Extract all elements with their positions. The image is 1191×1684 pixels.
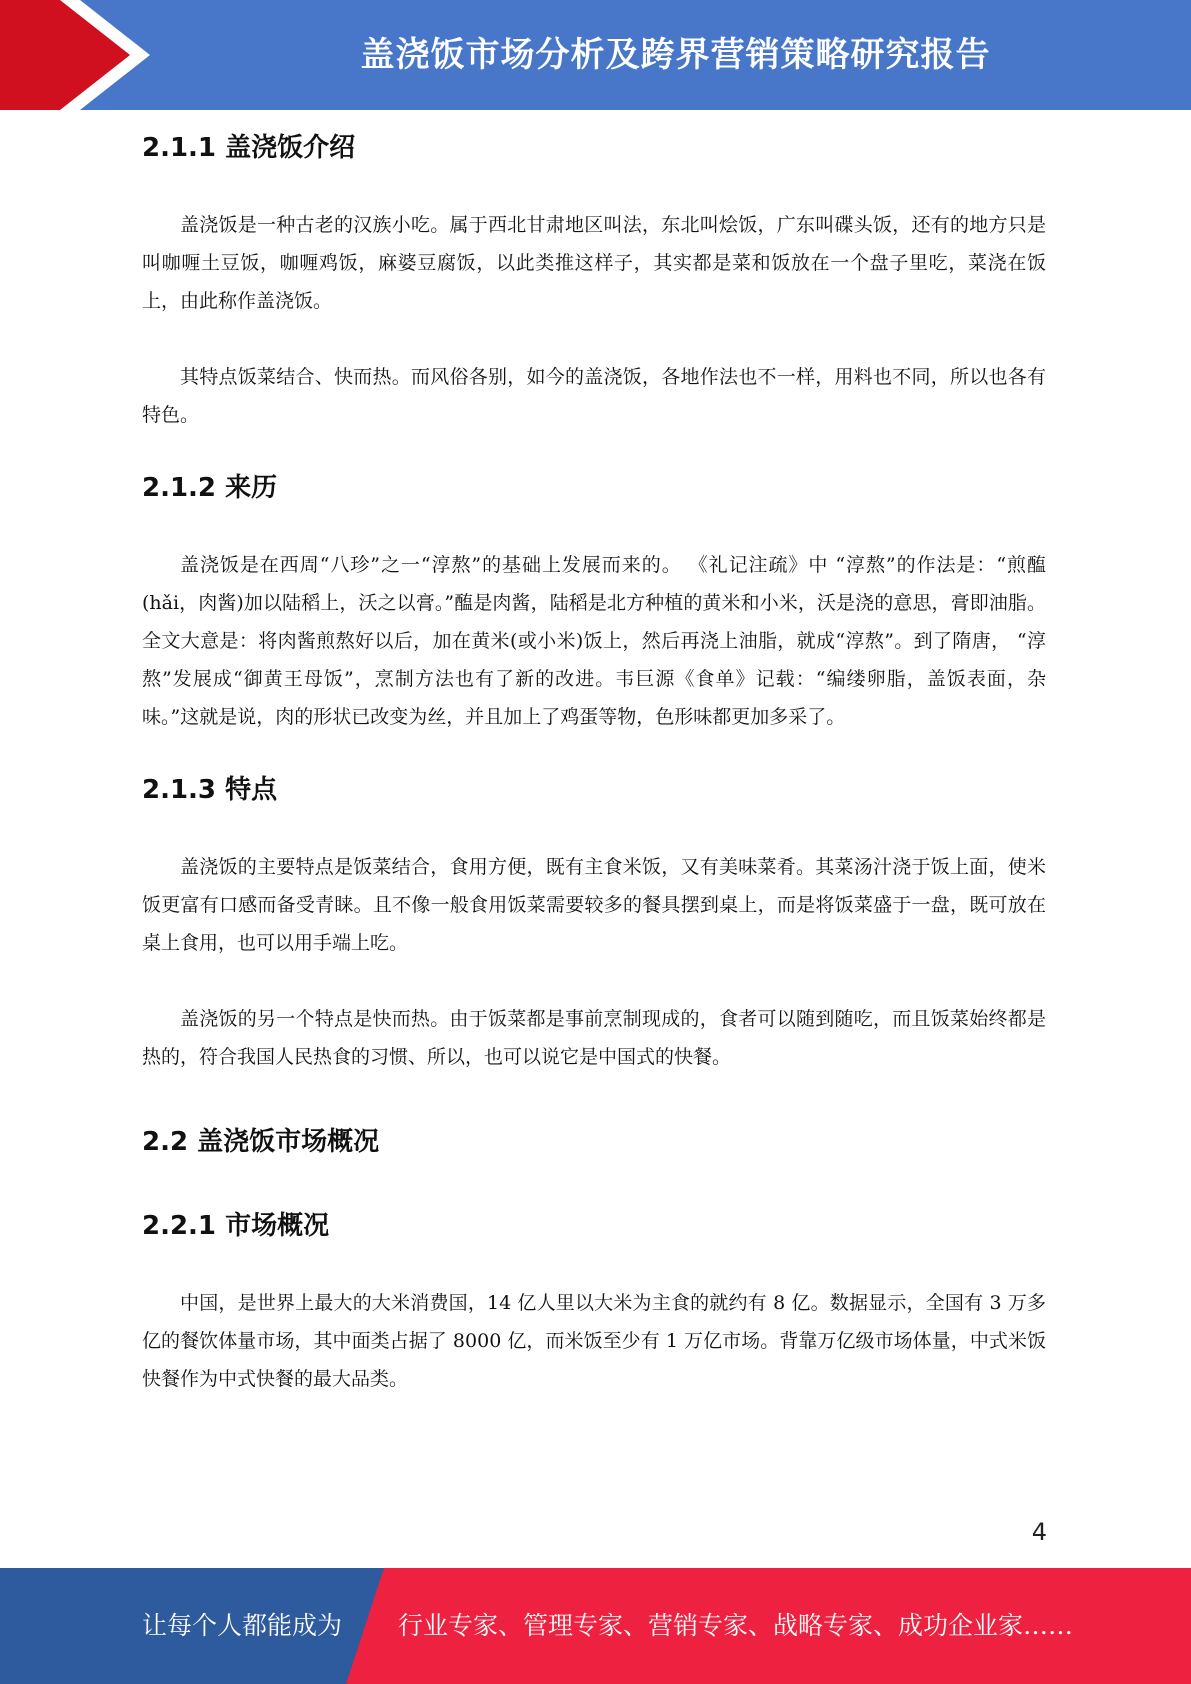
section-heading-2-2-1: 2.2.1 市场概况 — [142, 1211, 330, 1241]
footer-slogan-left: 让每个人都能成为 — [142, 1611, 343, 1640]
section-heading-2-1-2: 2.1.2 来历 — [142, 473, 278, 503]
section-heading-2-1-3: 2.1.3 特点 — [142, 775, 278, 805]
report-title: 盖浇饭市场分析及跨界营销策略研究报告 — [360, 35, 991, 75]
paragraph: 盖浇饭是在西周“八珍”之一“淳熬”的基础上发展而来的。 《礼记注疏》中 “淳熬”的作法是：“煎醢(hǎi，肉酱)加以陆稻上，沃之以膏。”醢是肉酱，陆稻是北方种植的黄米和小米，沃是浇的意思，膏即油脂。全文大意是：将肉酱煎熬好以后，加在黄米(或小米)饭上，然后再浇上油脂，就成“淳熬”。到了隋唐， “淳熬”发展成“御黄王母饭”，烹制方法也有了新的改进。韦巨源《食单》记载：“编缕卵脂，盖饭表面，杂味。”这就是说，肉的形状已改变为丝，并且加上了鸡蛋等物，色形味都更加多采了。 — [142, 554, 1046, 728]
section-heading-2-1-1: 2.1.1 盖浇饭介绍 — [142, 133, 356, 163]
paragraph: 盖浇饭的主要特点是饭菜结合，食用方便，既有主食米饭，又有美味菜肴。其菜汤汁浇于饭上面，使米饭更富有口感而备受青睐。且不像一般食用饭菜需要较多的餐具摆到桌上，而是将饭菜盛于一盘，既可放在桌上食用，也可以用手端上吃。 — [142, 856, 1046, 954]
page-header — [0, 0, 1191, 110]
page-number: 4 — [1031, 1518, 1047, 1546]
paragraph: 盖浇饭的另一个特点是快而热。由于饭菜都是事前烹制现成的，食者可以随到随吃，而且饭菜始终都是热的，符合我国人民热食的习惯、所以，也可以说它是中国式的快餐。 — [142, 1008, 1046, 1068]
document-body — [142, 128, 1046, 1398]
header-red-arrow-decoration — [0, 0, 140, 110]
page-footer — [0, 1568, 1191, 1684]
paragraph: 中国，是世界上最大的大米消费国，14 亿人里以大米为主食的就约有 8 亿。数据显示，全国有 3 万多亿的餐饮体量市场，其中面类占据了 8000 亿，而米饭至少有 1 万亿市场。背靠万亿级市场体量，中式米饭快餐作为中式快餐的最大品类。 — [142, 1292, 1046, 1390]
paragraph: 其特点饭菜结合、快而热。而风俗各别，如今的盖浇饭，各地作法也不一样，用料也不同，所以也各有特色。 — [142, 366, 1046, 426]
footer-slogan-right: 行业专家、管理专家、营销专家、战略专家、成功企业家…… — [398, 1611, 1074, 1640]
section-heading-2-2: 2.2 盖浇饭市场概况 — [142, 1127, 380, 1157]
paragraph: 盖浇饭是一种古老的汉族小吃。属于西北甘肃地区叫法，东北叫烩饭，广东叫碟头饭，还有的地方只是叫咖喱土豆饭，咖喱鸡饭，麻婆豆腐饭，以此类推这样子，其实都是菜和饭放在一个盘子里吃，菜浇在饭上，由此称作盖浇饭。 — [142, 214, 1046, 312]
